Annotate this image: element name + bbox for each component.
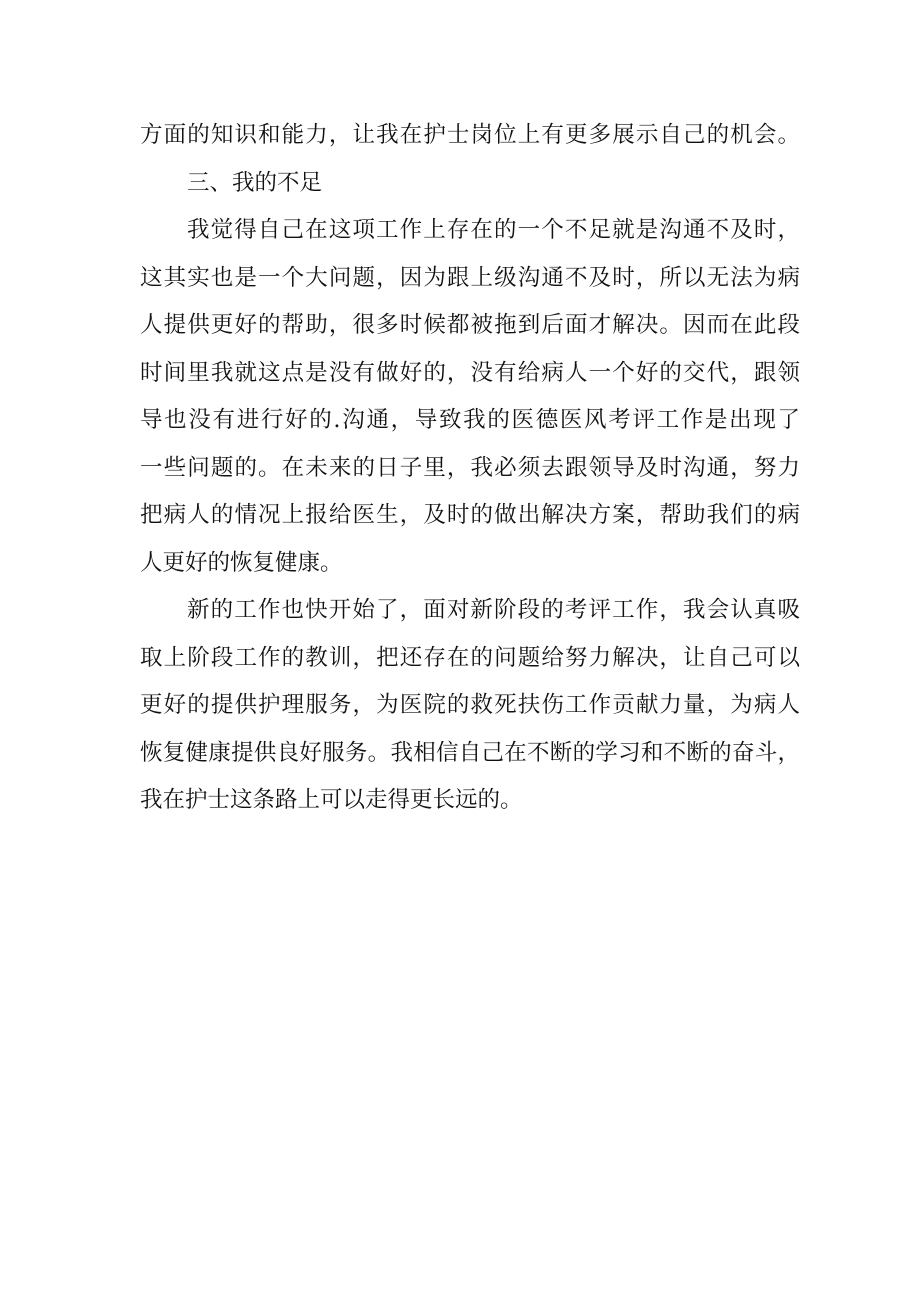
paragraph-line: 导也没有进行好的.沟通，导致我的医德医风考评工作是出现了 [140,407,800,433]
intro-line: 方面的知识和能力，让我在护士岗位上有更多展示自己的机会。 [140,122,800,148]
paragraph-line: 恢复健康提供良好服务。我相信自己在不断的学习和不断的奋斗， [140,739,800,766]
paragraph-line: 取上阶段工作的教训，把还存在的问题给努力解决，让自己可以 [140,644,800,671]
paragraph-line: 一些问题的。在未来的日子里，我必须去跟领导及时沟通，努力 [140,454,800,481]
paragraph-outlook [140,587,800,825]
section-heading: 三、我的不足 [187,169,323,196]
paragraph-line: 人提供更好的帮助，很多时候都被拖到后面才解决。因而在此段 [140,312,800,338]
paragraph-line: 我觉得自己在这项工作上存在的一个不足就是沟通不及时， [187,217,800,243]
paragraph-line: 这其实也是一个大问题，因为跟上级沟通不及时，所以无法为病 [140,264,800,291]
paragraph-line: 更好的提供护理服务，为医院的救死扶伤工作贡献力量，为病人 [140,692,800,718]
paragraph-line: 把病人的情况上报给医生，及时的做出解决方案，帮助我们的病 [140,502,800,528]
document-body [140,112,800,825]
paragraph-line: 人更好的恢复健康。 [140,549,343,576]
paragraph-line: 我在护士这条路上可以走得更长远的。 [140,787,523,813]
paragraph-line: 时间里我就这点是没有做好的，没有给病人一个好的交代，跟领 [140,359,800,386]
paragraph-line: 新的工作也快开始了，面对新阶段的考评工作，我会认真吸 [187,597,800,623]
paragraph-deficiency [140,207,800,587]
